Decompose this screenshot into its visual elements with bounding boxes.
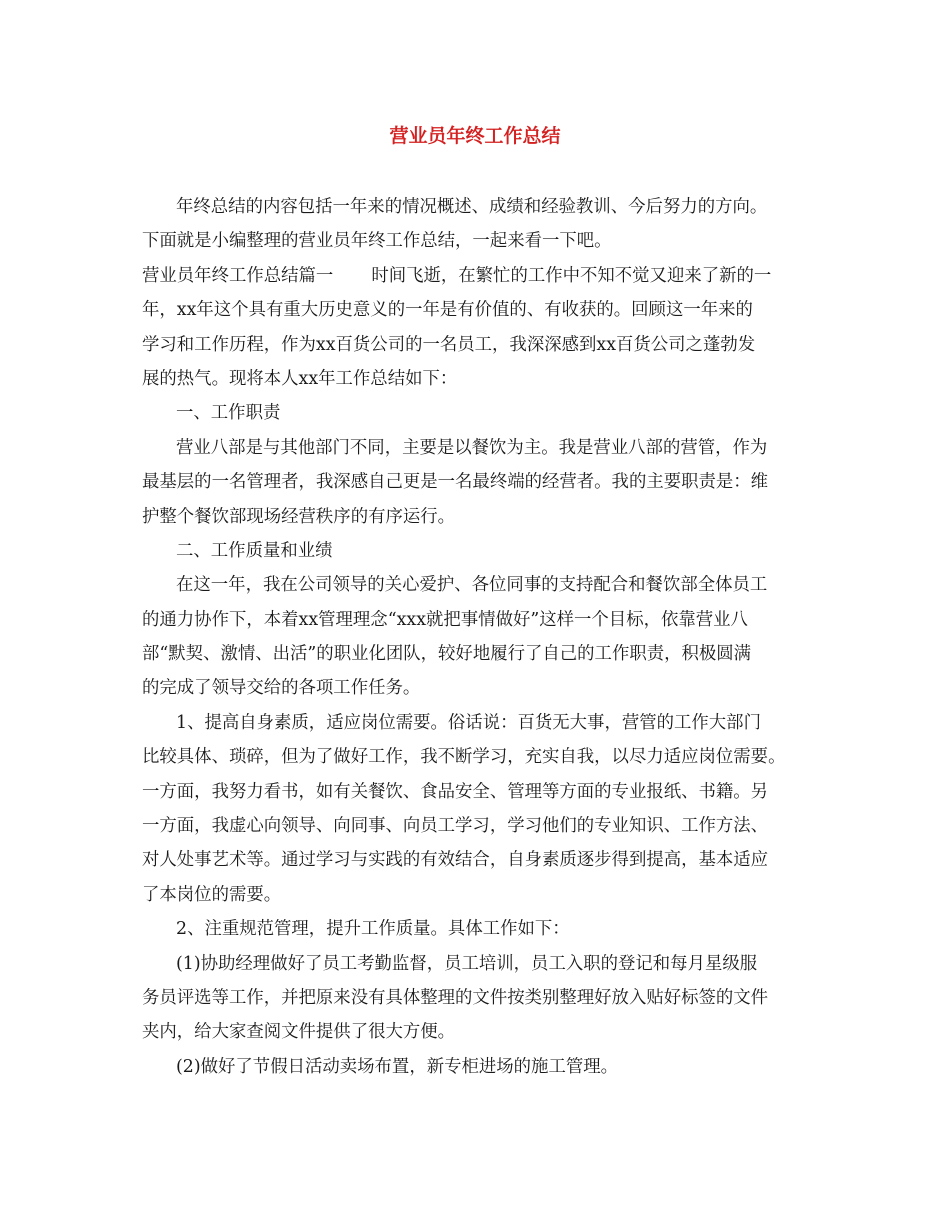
paragraph-line: 对人处事艺术等。通过学习与实践的有效结合，自身素质逐步得到提高，基本适应 <box>142 850 769 871</box>
paragraph-line: 年，xx年这个具有重大历史意义的一年是有价值的、有收获的。回顾这一年来的 <box>142 300 753 321</box>
paragraph-line: 营业八部是与其他部门不同，主要是以餐饮为主。我是营业八部的营管，作为 <box>176 437 768 458</box>
section-heading: 营业员年终工作总结篇一 <box>142 265 334 286</box>
paragraph-line: 比较具体、琐碎，但为了做好工作，我不断学习，充实自我，以尽力适应岗位需要。 <box>142 747 786 768</box>
paragraph-line: 在这一年，我在公司领导的关心爱护、各位同事的支持配合和餐饮部全体员工 <box>176 575 768 596</box>
paragraph-line <box>142 259 812 293</box>
paragraph-line: 展的热气。现将本人xx年工作总结如下： <box>142 368 458 389</box>
paragraph-line: 最基层的一名管理者，我深感自己更是一名最终端的经营者。我的主要职责是：维 <box>142 472 769 493</box>
paragraph-line: (2)做好了节假日活动卖场布置，新专柜进场的施工管理。 <box>176 1056 619 1077</box>
paragraph-line: 下面就是小编整理的营业员年终工作总结，一起来看一下吧。 <box>142 231 612 252</box>
paragraph-line: 的完成了领导交给的各项工作任务。 <box>142 678 421 699</box>
paragraph-line: 年终总结的内容包括一年来的情况概述、成绩和经验教训、今后努力的方向。 <box>176 197 768 217</box>
section-heading: 一、工作职责 <box>176 403 281 424</box>
paragraph-line: 夹内，给大家查阅文件提供了很大方便。 <box>142 1022 456 1043</box>
paragraph-line: (1)协助经理做好了员工考勤监督，员工培训，员工入职的登记和每月星级服 <box>176 953 758 974</box>
paragraph-line: 学习和工作历程，作为xx百货公司的一名员工，我深深感到xx百货公司之蓬勃发 <box>142 334 756 355</box>
document-title: 营业员年终工作总结 <box>389 125 561 147</box>
paragraph-text: 时间飞逝，在繁忙的工作中不知不觉又迎来了新的一 <box>371 265 772 286</box>
section-heading: 二、工作质量和业绩 <box>176 540 333 561</box>
paragraph-line: 2、注重规范管理，提升工作质量。具体工作如下： <box>176 919 570 940</box>
document-body <box>142 190 812 1084</box>
paragraph-line: 一方面，我虚心向领导、向同事、向员工学习，学习他们的专业知识、工作方法、 <box>142 816 769 837</box>
paragraph-line: 部“默契、激情、出活”的职业化团队，较好地履行了自己的工作职责，积极圆满 <box>142 644 752 665</box>
paragraph-line: 护整个餐饮部现场经营秩序的有序运行。 <box>142 506 456 527</box>
paragraph-line: 务员评选等工作，并把原来没有具体整理的文件按类别整理好放入贴好标签的文件 <box>142 987 769 1008</box>
paragraph-line: 1、提高自身素质，适应岗位需要。俗话说：百货无大事，营管的工作大部门 <box>176 712 761 733</box>
paragraph-line: 一方面，我努力看书，如有关餐饮、食品安全、管理等方面的专业报纸、书籍。另 <box>142 781 769 802</box>
paragraph-line: 了本岗位的需要。 <box>142 884 282 905</box>
paragraph-line: 的通力协作下，本着xx管理理念“xxx就把事情做好”这样一个目标，依靠营业八 <box>142 609 748 630</box>
